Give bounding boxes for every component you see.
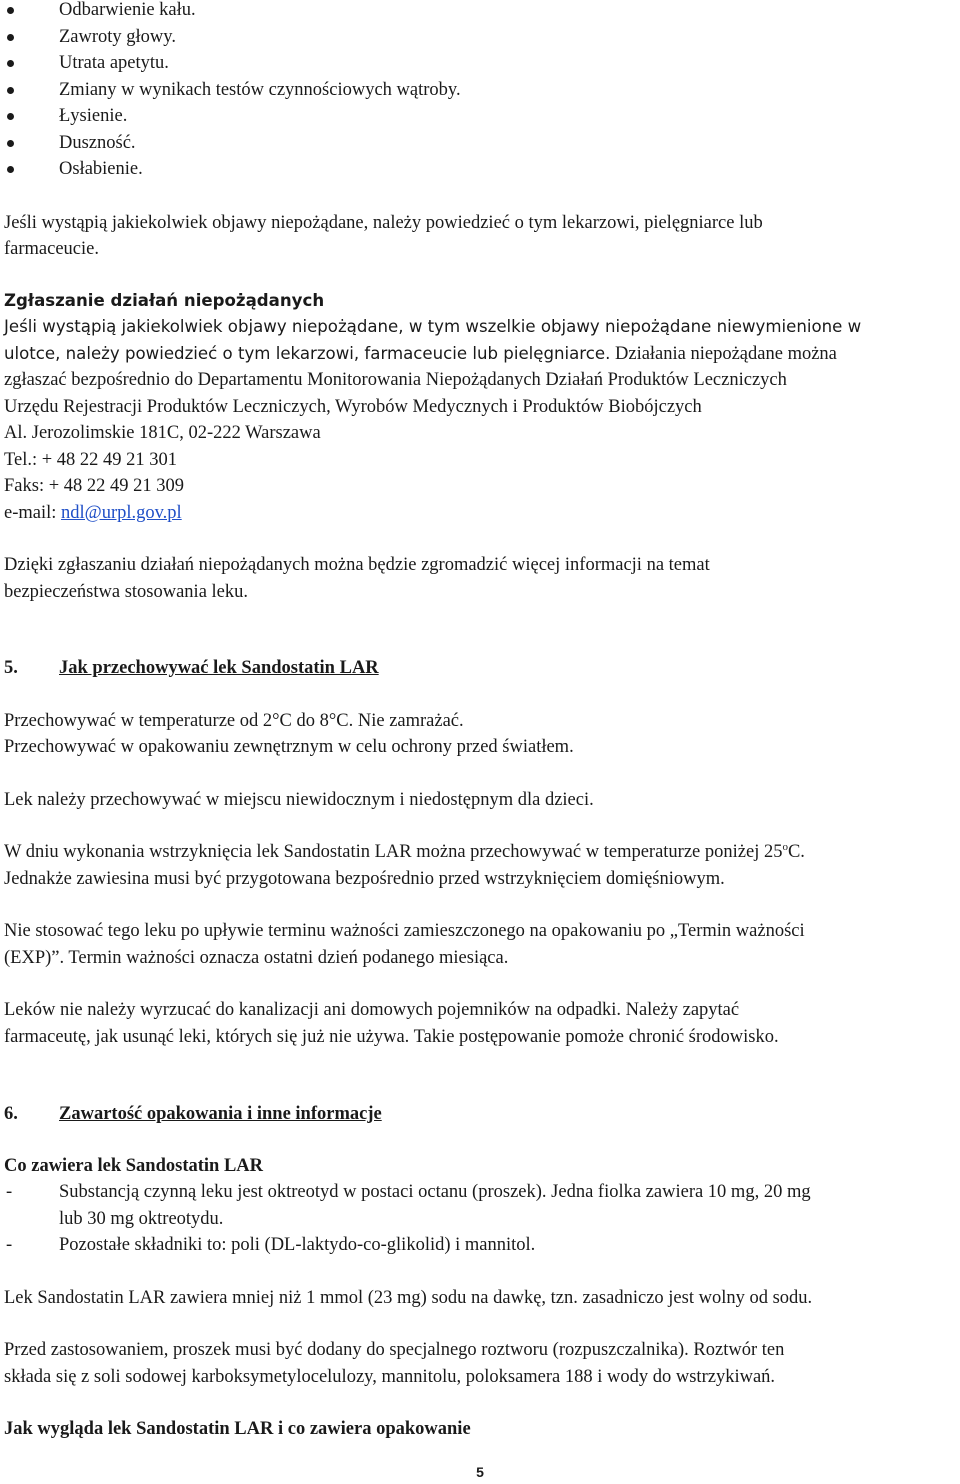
injection-day-storage: W dniu wykonania wstrzyknięcia lek Sandostatin LAR można przechowywać w temperaturze poniżej 25$^o$C. Jednakże zawiesina musi być przygotowana bezpośrednio przed wstrzyknięciem domięśniowym. <box>4 841 805 889</box>
storage-instructions: Przechowywać w temperaturze od 2°C do 8°C. Nie zamrażać. Przechowywać w opakowaniu zewnętrznym w celu ochrony przed światłem. <box>4 710 574 757</box>
reporting-section <box>4 288 956 527</box>
reporting-heading: Zgłaszanie działań niepożądanych <box>4 290 325 310</box>
section-5-heading: 5. Jak przechowywać lek Sandostatin LAR <box>4 658 379 678</box>
symptoms-note: Jeśli wystąpią jakiekolwiek objawy niepożądane, należy powiedzieć o tym lekarzowi, pielęgniarce lub farmaceucie. <box>4 212 763 259</box>
reporting-line: zgłaszać bezpośrednio do Departamentu Monitorowania Niepożądanych Działań Produktów Leczniczych <box>4 370 787 390</box>
list-item: Zawroty głowy. <box>4 24 956 51</box>
reporting-benefit: Dzięki zgłaszaniu działań niepożądanych można będzie zgromadzić więcej informacji na temat bezpieczeństwa stosowania leku. <box>4 555 710 602</box>
symptom-list <box>4 0 956 183</box>
expiry-note: Nie stosować tego leku po upływie terminu ważności zamieszczonego na opakowaniu po „Termin ważności (EXP)”. Termin ważności oznacza ostatni dzień podanego miesiąca. <box>4 921 805 968</box>
list-item: Osłabienie. <box>4 156 956 183</box>
section-6-heading: 6. Zawartość opakowania i inne informacje <box>4 1104 382 1124</box>
reporting-intro-line1: Jeśli wystąpią jakiekolwiek objawy niepożądane, w tym wszelkie objawy niepożądane niewymienione w <box>4 317 862 336</box>
reporting-phone: Tel.: + 48 22 49 21 301 <box>4 449 178 470</box>
contains-heading: Co zawiera lek Sandostatin LAR <box>4 1155 264 1176</box>
sodium-note: Lek Sandostatin LAR zawiera mniej niż 1 mmol (23 mg) sodu na dawkę, tzn. zasadniczo jest wolny od sodu. <box>4 1287 813 1308</box>
list-item: Duszność. <box>4 130 956 157</box>
reporting-fax: Faks: + 48 22 49 21 309 <box>4 476 185 496</box>
children-warning: Lek należy przechowywać w miejscu niewidocznym i niedostępnym dla dzieci. <box>4 789 594 810</box>
list-item: Utrata apetytu. <box>4 50 956 77</box>
appearance-heading: Jak wygląda lek Sandostatin LAR i co zawiera opakowanie <box>4 1419 471 1439</box>
document-page <box>4 0 956 1443</box>
preparation-note: Przed zastosowaniem, proszek musi być dodany do specjalnego roztworu (rozpuszczalnika). Roztwór ten składa się z soli sodowej karboksymetylocelulozy, mannitolu, poloksamera 188 i wody do wstrzykiwań. <box>4 1340 785 1387</box>
email-link[interactable]: ndl@urpl.gov.pl <box>61 502 182 523</box>
reporting-address: Al. Jerozolimskie 181C, 02-222 Warszawa <box>4 423 321 443</box>
reporting-line: Urzędu Rejestracji Produktów Leczniczych, Wyrobów Medycznych i Produktów Biobójczych <box>4 396 702 417</box>
list-item: - Substancją czynną leku jest oktreotyd w postaci octanu (proszek). Jedna fiolka zawiera 10 mg, 20 mg lub 30 mg oktreotydu. <box>6 1182 811 1229</box>
list-item: - Pozostałe składniki to: poli (DL-laktydo-co-glikolid) i mannitol. <box>6 1235 536 1255</box>
list-item: Odbarwienie kału. <box>4 0 956 24</box>
reporting-intro-line2: ulotce, należy powiedzieć o tym lekarzowi, farmaceucie lub pielęgniarce. Działania niepożądane można <box>4 343 837 364</box>
disposal-note: Leków nie należy wyrzucać do kanalizacji ani domowych pojemników na odpadki. Należy zapytać farmaceutę, jak usunąć leki, których się już nie używa. Takie postępowanie pomoże chronić środowisko. <box>4 1000 779 1047</box>
list-item: Zmiany w wynikach testów czynnościowych wątroby. <box>4 77 956 104</box>
reporting-email-line: e-mail: ndl@urpl.gov.pl <box>4 502 182 523</box>
list-item: Łysienie. <box>4 103 956 130</box>
page-number: 5 <box>476 1464 484 1480</box>
